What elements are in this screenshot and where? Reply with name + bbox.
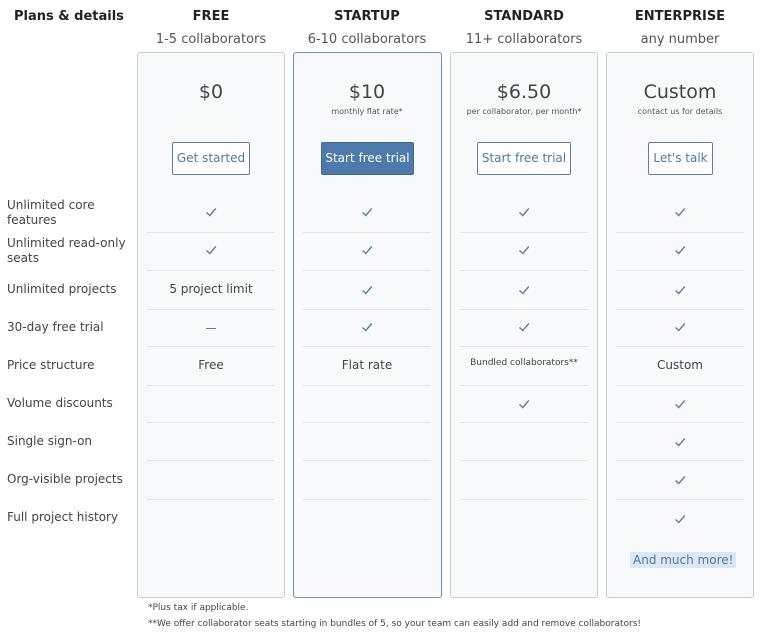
row-divider: [616, 499, 744, 500]
row-divider: [303, 309, 431, 310]
row-divider: [147, 270, 275, 271]
plan-column-free: [137, 52, 285, 598]
row-divider: [616, 232, 744, 233]
row-divider: [616, 460, 744, 461]
row-divider: [460, 460, 588, 461]
plan-name-free: FREE: [192, 9, 230, 24]
feature-label-volume-discounts: Volume discounts: [7, 396, 113, 410]
feature-label-read-only-seats: Unlimited read-only seats: [7, 236, 126, 265]
plan-price-startup: $10: [348, 81, 386, 103]
row-divider: [147, 232, 275, 233]
row-divider: [460, 385, 588, 386]
row-divider: [303, 422, 431, 423]
row-divider: [460, 232, 588, 233]
row-divider: [147, 385, 275, 386]
plan-name-startup: STARTUP: [334, 9, 400, 24]
plan-price-enterprise: Custom: [643, 81, 717, 103]
row-divider: [303, 232, 431, 233]
plan-name-standard: STANDARD: [484, 9, 564, 24]
standard-start-free-trial-button[interactable]: Start free trial: [477, 142, 571, 175]
row-divider: [460, 270, 588, 271]
plan-audience-enterprise: any number: [640, 32, 720, 47]
and-much-more-link[interactable]: And much more!: [630, 552, 736, 568]
footnote-tax: *Plus tax if applicable.: [148, 603, 249, 613]
plan-name-enterprise: ENTERPRISE: [634, 9, 726, 24]
check-icon: [205, 206, 217, 218]
check-icon: [674, 284, 686, 296]
row-divider: [460, 499, 588, 500]
row-divider: [303, 270, 431, 271]
row-divider: [147, 346, 275, 347]
row-divider: [460, 309, 588, 310]
row-divider: [616, 385, 744, 386]
check-icon: [518, 398, 530, 410]
row-divider: [616, 422, 744, 423]
feature-cell-text: Free: [198, 358, 224, 372]
check-icon: [674, 436, 686, 448]
feature-label-price-structure: Price structure: [7, 358, 95, 372]
plan-price-note-standard: per collaborator, per month*: [466, 107, 582, 116]
row-divider: [303, 460, 431, 461]
plan-price-note-startup: monthly flat rate*: [331, 107, 403, 116]
check-icon: [361, 244, 373, 256]
feature-label-core-features: Unlimited core features: [7, 198, 95, 227]
feature-label-project-history: Full project history: [7, 510, 119, 524]
plan-price-note-enterprise: contact us for details: [637, 107, 723, 116]
check-icon: [361, 206, 373, 218]
plan-audience-free: 1-5 collaborators: [155, 32, 267, 47]
row-divider: [303, 385, 431, 386]
row-divider: [303, 346, 431, 347]
footnote-bundles: **We offer collaborator seats starting in bundles of 5, so your team can easily add and remove collaborators!: [148, 619, 641, 629]
check-icon: [674, 398, 686, 410]
feature-label-unlimited-projects: Unlimited projects: [7, 282, 117, 296]
feature-label-single-sign-on: Single sign-on: [7, 434, 93, 448]
row-divider: [616, 309, 744, 310]
plan-price-free: $0: [198, 81, 224, 103]
get-started-button[interactable]: Get started: [172, 142, 250, 175]
startup-start-free-trial-button[interactable]: Start free trial: [321, 142, 414, 175]
check-icon: [518, 321, 530, 333]
feature-cell-text: Flat rate: [341, 358, 393, 372]
check-icon: [518, 284, 530, 296]
page-title: Plans & details: [14, 9, 124, 24]
row-divider: [460, 422, 588, 423]
row-divider: [460, 346, 588, 347]
check-icon: [205, 244, 217, 256]
row-divider: [147, 499, 275, 500]
row-divider: [616, 346, 744, 347]
feature-cell-text: Custom: [657, 358, 703, 372]
check-icon: [518, 206, 530, 218]
plan-audience-standard: 11+ collaborators: [465, 32, 583, 47]
plan-price-standard: $6.50: [496, 81, 552, 103]
row-divider: [147, 422, 275, 423]
row-divider: [147, 460, 275, 461]
row-divider: [616, 270, 744, 271]
check-icon: [361, 321, 373, 333]
feature-label-org-visible-projects: Org-visible projects: [7, 472, 123, 486]
check-icon: [674, 206, 686, 218]
check-icon: [674, 321, 686, 333]
check-icon: [674, 513, 686, 525]
feature-cell-text: Bundled collaborators**: [470, 358, 578, 368]
check-icon: [361, 284, 373, 296]
check-icon: [674, 474, 686, 486]
check-icon: [674, 244, 686, 256]
row-divider: [303, 499, 431, 500]
row-divider: [147, 309, 275, 310]
dash-icon: [206, 328, 216, 329]
feature-label-free-trial: 30-day free trial: [7, 320, 104, 334]
feature-cell-text: 5 project limit: [169, 282, 253, 296]
plan-audience-startup: 6-10 collaborators: [307, 32, 427, 47]
lets-talk-button[interactable]: Let's talk: [648, 142, 713, 175]
check-icon: [518, 244, 530, 256]
